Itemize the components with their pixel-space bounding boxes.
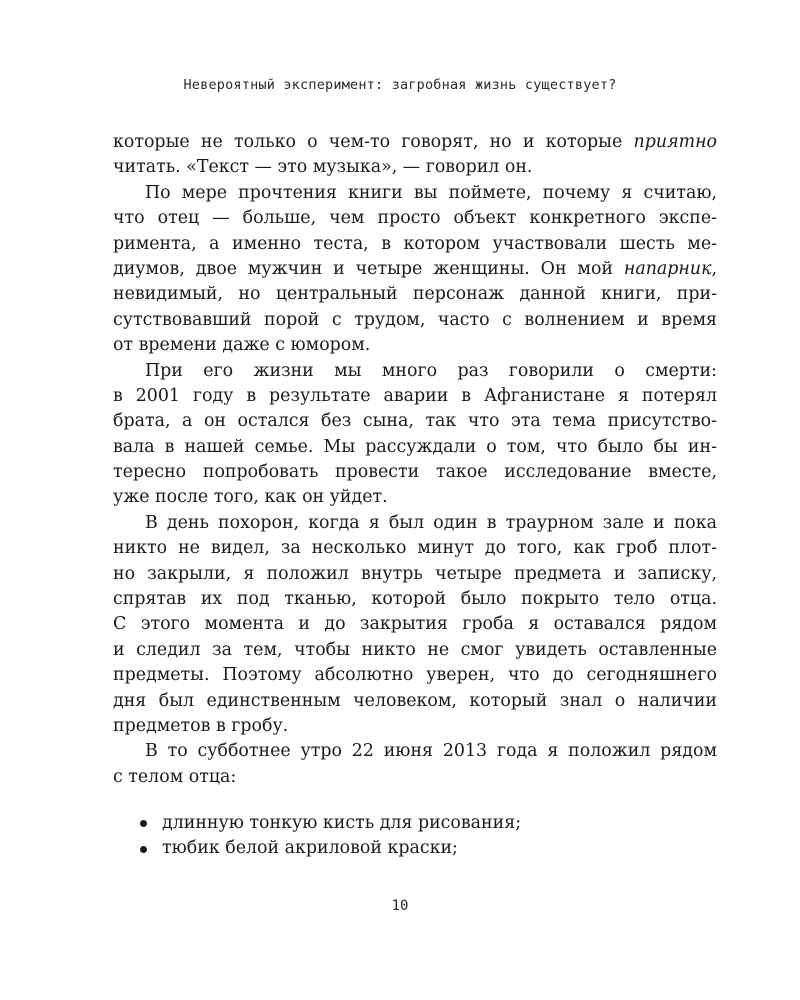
- text-line: читать. «Текст — это музыка», — говорил он.: [113, 157, 533, 178]
- paragraph: [113, 739, 717, 790]
- text-line: никто не видел, за несколько минут до того, как гроб плот-: [113, 538, 717, 559]
- text-line: При его жизни мы много раз говорили о смерти:: [145, 360, 717, 381]
- text-line: дня был единственным человеком, который знал о наличии: [113, 690, 717, 711]
- paragraph: [113, 130, 717, 181]
- text-line: брата, а он остался без сына, так что эта тема присутство-: [113, 411, 717, 432]
- text-line: С этого момента и до закрытия гроба я оставался рядом: [113, 614, 717, 635]
- page-number: 10: [391, 898, 409, 914]
- text-line: вала в нашей семье. Мы рассуждали о том, что было бы ин-: [113, 436, 717, 457]
- bullet-icon: [140, 820, 147, 827]
- text-line: невидимый, но центральный персонаж данной книги, при-: [113, 284, 717, 305]
- text-line: от времени даже с юмором.: [113, 335, 371, 356]
- list-item: [140, 836, 720, 861]
- paragraph: [113, 181, 717, 359]
- paragraph: [113, 359, 717, 511]
- text-line: но закрыли, я положил внутрь четыре предмета и записку,: [113, 563, 717, 584]
- list-item: [140, 811, 720, 836]
- text-line: которые не только о чем-то говорят, но и которые приятно: [113, 132, 717, 152]
- bullet-icon: [140, 846, 147, 853]
- list-item-text: длинную тонкую кисть для рисования;: [162, 813, 522, 833]
- list-item-text: тюбик белой акриловой краски;: [162, 838, 458, 859]
- text-line: По мере прочтения книги вы поймете, почему я считаю,: [145, 182, 717, 203]
- text-line: тересно попробовать провести такое исследование вместе,: [113, 462, 717, 483]
- text-line: В то субботнее утро 22 июня 2013 года я положил рядом: [145, 741, 717, 762]
- text-line: предметов в гробу.: [113, 715, 289, 736]
- text-line: В день похорон, когда я был один в траурном зале и пока: [145, 512, 717, 533]
- text-line: уже после того, как он уйдет.: [113, 487, 388, 508]
- emphasis: напарник: [623, 258, 712, 279]
- paragraph: [113, 511, 717, 740]
- text-line: в 2001 году в результате аварии в Афганистане я потерял: [113, 385, 717, 406]
- text-line: сутствовавший порой с трудом, часто с волнением и время: [113, 309, 717, 330]
- text-line: с телом отца:: [113, 766, 237, 787]
- text-line: предметы. Поэтому абсолютно уверен, что до сегодняшнего: [113, 665, 717, 686]
- bullet-list: [140, 811, 720, 862]
- text-line: римента, а именно теста, в котором участвовали шесть ме-: [113, 233, 717, 254]
- text-line: диумов, двое мужчин и четыре женщины. Он мой напарник,: [113, 258, 717, 279]
- emphasis: приятно: [633, 132, 717, 152]
- body-text: [113, 130, 717, 790]
- running-head-title: Невероятный эксперимент: загробная жизнь существует?: [183, 77, 617, 93]
- text-line: что отец — больше, чем просто объект конкретного экспе-: [113, 208, 717, 229]
- text-line: спрятав их под тканью, которой было покрыто тело отца.: [113, 589, 717, 610]
- text-line: и следил за тем, чтобы никто не смог увидеть оставленные: [113, 639, 717, 660]
